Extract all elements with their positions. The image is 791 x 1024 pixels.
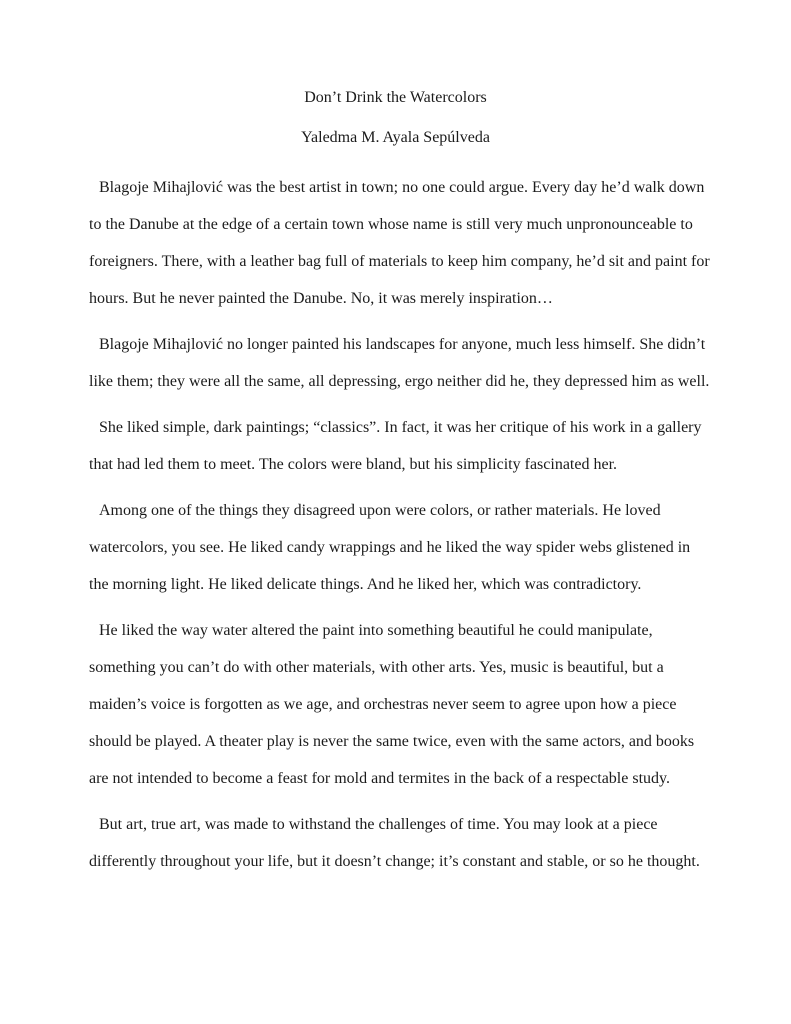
paragraph-line: to the Danube at the edge of a certain town whose name is still very much unpronounceable to [89, 216, 693, 233]
document-body [89, 169, 710, 880]
paragraph [89, 409, 702, 483]
paragraph-line: something you can’t do with other materials, with other arts. Yes, music is beautiful, but a [89, 659, 664, 676]
paragraph-line: Blagoje Mihajlović was the best artist in town; no one could argue. Every day he’d walk down [99, 179, 705, 196]
paragraph-line: that had led them to meet. The colors were bland, but his simplicity fascinated her. [89, 456, 618, 473]
paragraph-line: Among one of the things they disagreed upon were colors, or rather materials. He loved [99, 502, 661, 519]
paragraph-line: Blagoje Mihajlović no longer painted his landscapes for anyone, much less himself. She didn’t [99, 336, 706, 353]
paragraph-line: watercolors, you see. He liked candy wrappings and he liked the way spider webs glistened in [89, 539, 691, 556]
paragraph-line: the morning light. He liked delicate things. And he liked her, which was contradictory. [89, 576, 642, 593]
paragraph [89, 492, 702, 603]
paragraph-line: are not intended to become a feast for mold and termites in the back of a respectable study. [89, 770, 670, 787]
paragraph-line: differently throughout your life, but it doesn’t change; it’s constant and stable, or so he thought. [89, 853, 700, 870]
paragraph [89, 326, 710, 400]
paragraph-line: She liked simple, dark paintings; “classics”. In fact, it was her critique of his work in a gallery [99, 419, 702, 436]
document-author: Yaledma M. Ayala Sepúlveda [301, 129, 490, 146]
paragraph-line: He liked the way water altered the paint into something beautiful he could manipulate, [99, 622, 653, 639]
manuscript-content [89, 79, 710, 889]
paragraph [89, 169, 710, 317]
paragraph-line: foreigners. There, with a leather bag full of materials to keep him company, he’d sit and paint for [89, 253, 710, 270]
paragraph [89, 612, 702, 797]
paragraph [89, 806, 702, 880]
paragraph-line: But art, true art, was made to withstand the challenges of time. You may look at a piece [99, 816, 658, 833]
paragraph-line: hours. But he never painted the Danube. No, it was merely inspiration… [89, 290, 553, 307]
paragraph-line: maiden’s voice is forgotten as we age, and orchestras never seem to agree upon how a piece [89, 696, 677, 713]
paragraph-line: like them; they were all the same, all depressing, ergo neither did he, they depressed him as well. [89, 373, 710, 390]
document-title: Don’t Drink the Watercolors [304, 89, 487, 106]
paragraph-line: should be played. A theater play is never the same twice, even with the same actors, and books [89, 733, 695, 750]
